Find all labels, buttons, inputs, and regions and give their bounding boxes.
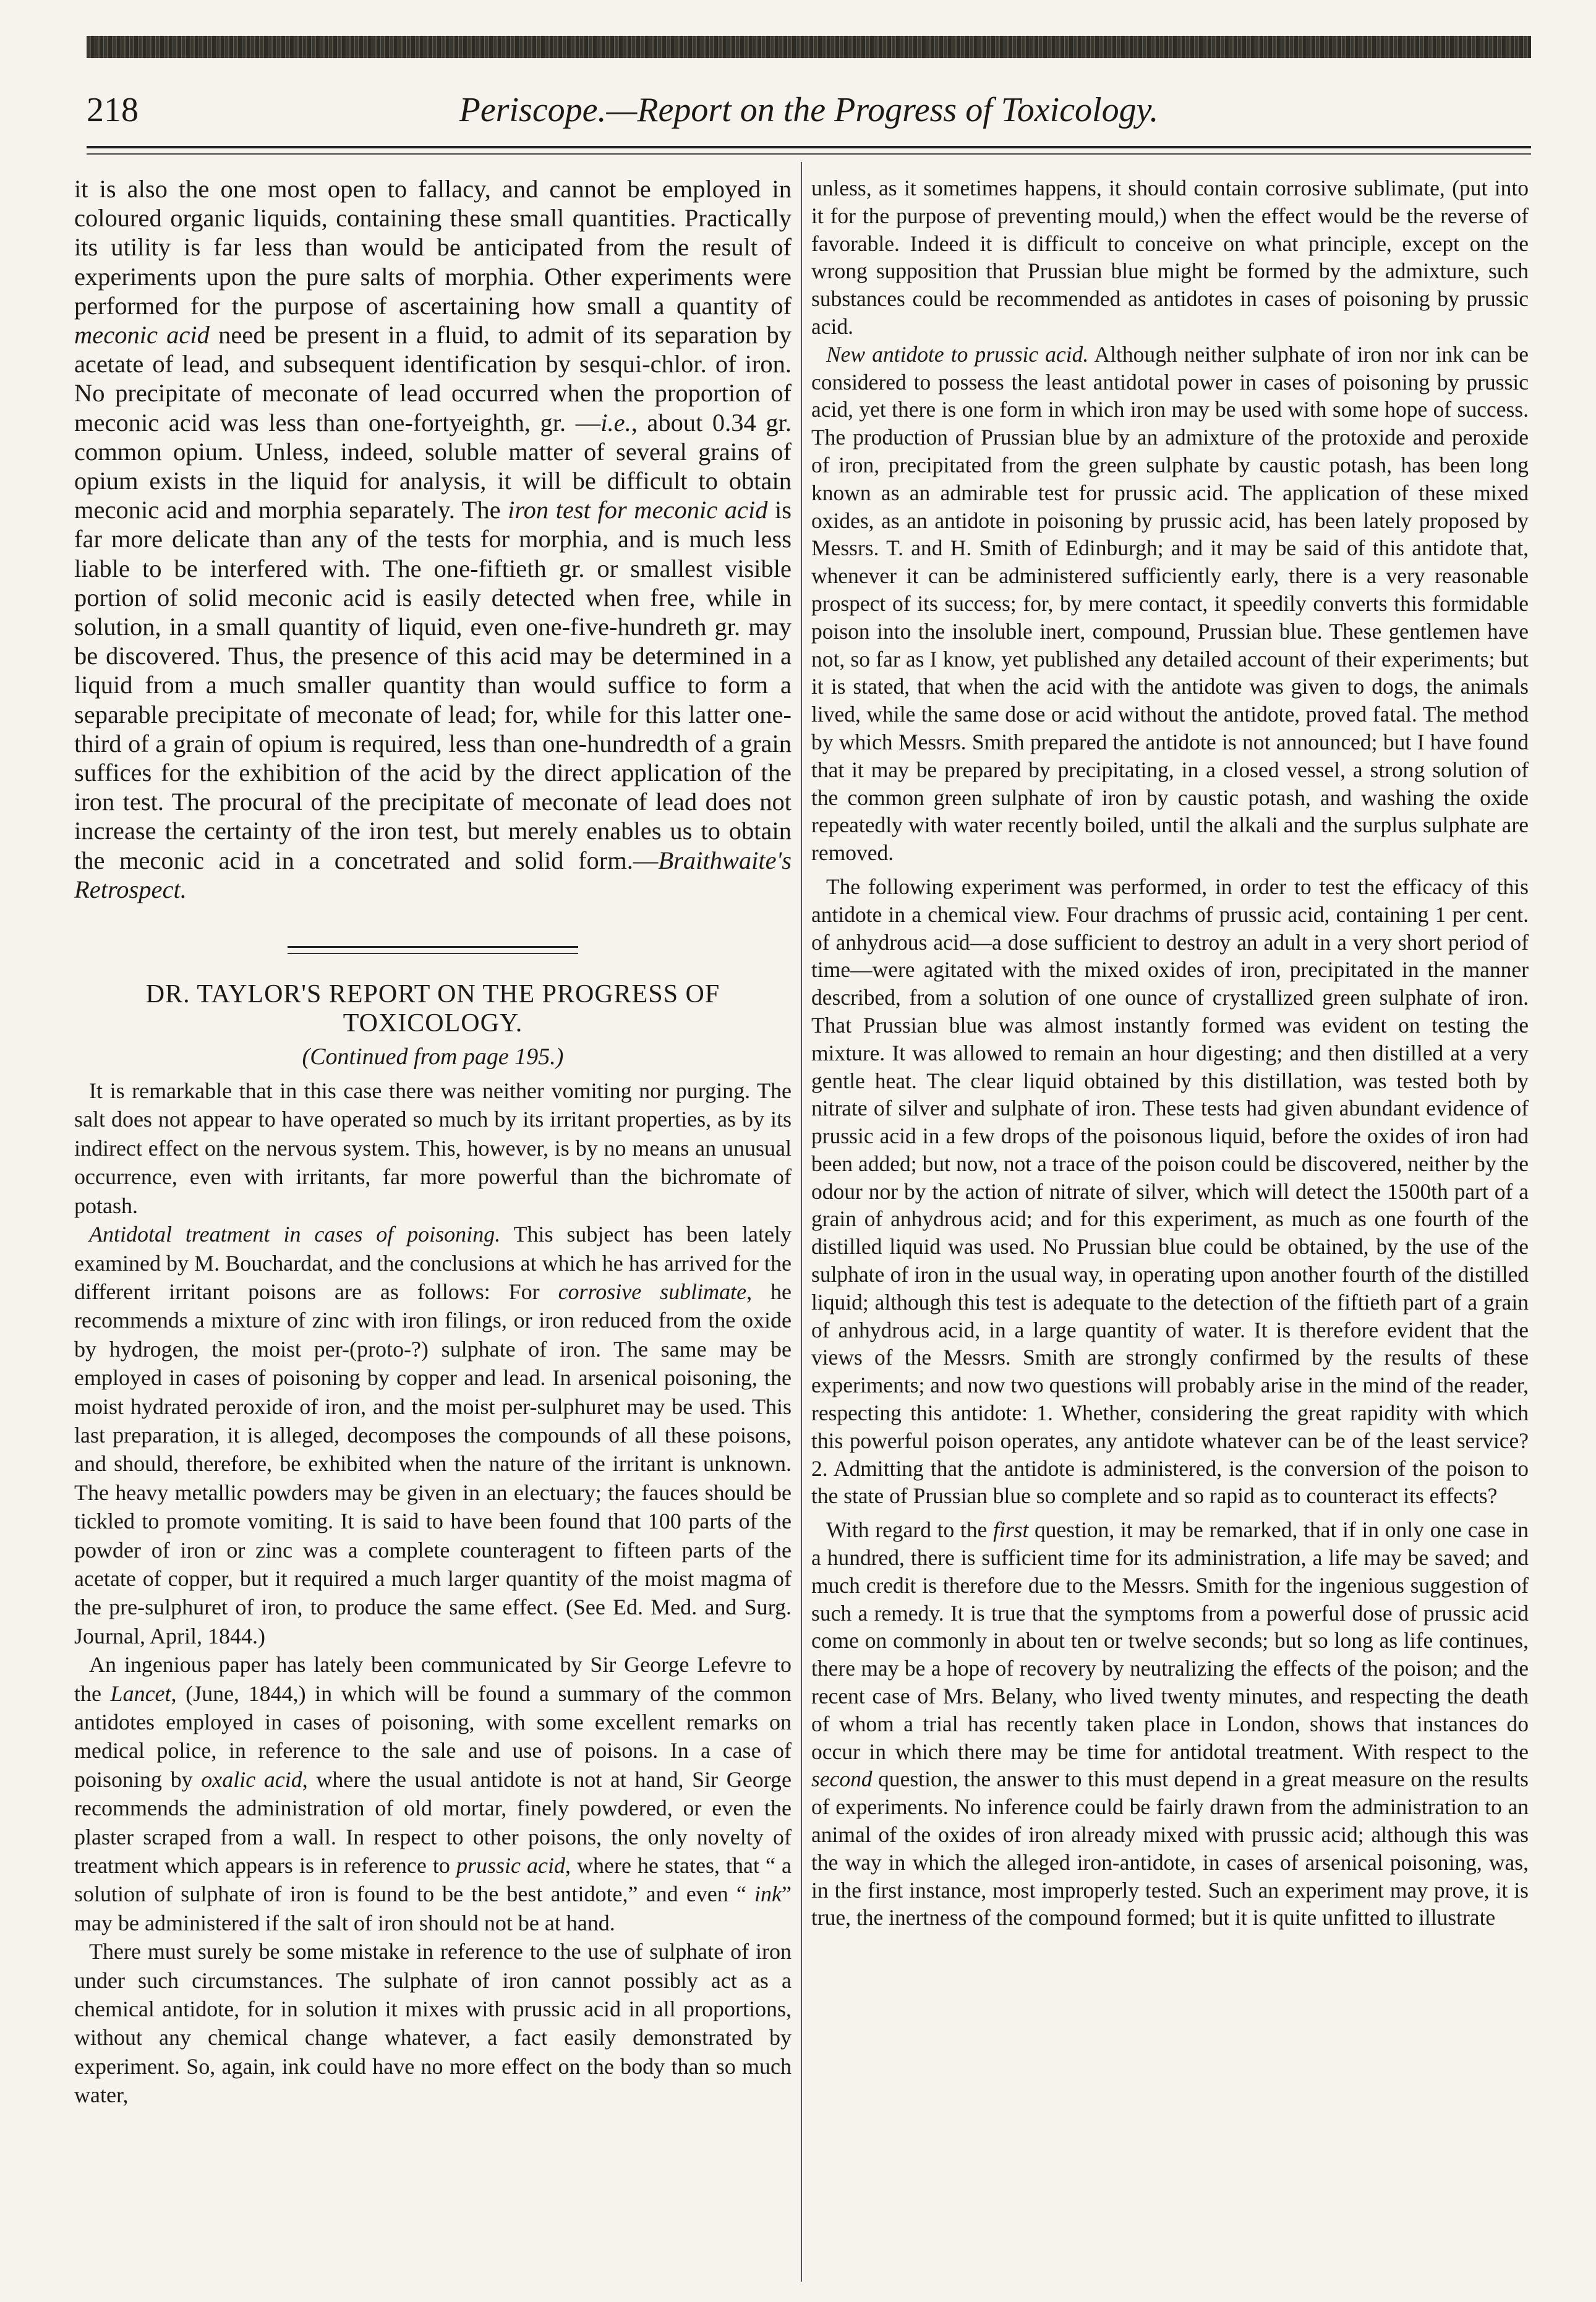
- text-run: The following experiment was performed, in order to test the efficacy of this antidote in a chemical view. Four drachms of prussic acid, containing 1 per cent. of anhydrous acid—a dose sufficient to destroy an adult in a very short period of time—were agitated with the mixed oxides of iron, precipitated in the manner described, from a solution of one ounce of crystallized green sulphate of iron. That Prussian blue was almost instantly formed was evident on testing the mixture. It was allowed to remain an hour digesting; and then distilled at a very gentle heat. The clear liquid obtained by this distillation, was tested both by nitrate of silver and sulphate of iron. These tests had given abundant evidence of prussic acid in a few drops of the poisonous liquid, before the oxides of iron had been added; but now, not a trace of the poison could be discovered, neither by the odour nor by the action of nitrate of silver, which will detect the 1500th part of a grain of anhydrous acid; and for this experiment, as much as one fourth of the distilled liquid was used. No Prussian blue could be obtained, by the use of the sulphate of iron in the usual way, in operating upon another fourth of the distilled liquid; although this test is adequate to the detection of the fiftieth part of a grain of anhydrous acid, in a large quantity of water. It is therefore evident that the views of the Messrs. Smith are strongly confirmed by the results of these experiments; and now two questions will probably arise in the mind of the reader, respecting this antidote: 1. Whether, considering the great rapidity with which this powerful poison operates, any antidote whatever can be of the least service? 2. Admitting that the antidote is administered, is the conversion of the poison to the state of Prussian blue so complete and so rapid as to counteract its effects?: [811, 874, 1529, 1509]
- text-run: There must surely be some mistake in reference to the use of sulphate of iron under such circumstances. The sulphate of iron cannot possibly act as a chemical antidote, for in solution it mixes with prussic acid in all proportions, without any chemical change whatever, a fact easily demonstrated by experiment. So, again, ink could have no more effect on the body than so much water,: [74, 1939, 792, 2108]
- text-run: This subject has been lately examined by M. Bouchardat, and the conclusions at which he has arrived for the different irritant poisons are as follows: For: [74, 1222, 792, 1304]
- paragraph: [811, 341, 1529, 867]
- text-run: , where the usual antidote is not at hand, Sir George recommends the administration of old mortar, finely powdered, or even the plaster scraped from a wall. In respect to other poisons, the only novelty of treatment which appears is in reference to: [74, 1767, 792, 1878]
- text-run: , he recommends a mixture of zinc with iron filings, or iron reduced from the oxide by hydrogen, the moist per-(proto-?) sulphate of iron. The same may be employed in cases of poisoning by copper and lead. In arsenical poisoning, the moist hydrated peroxide of iron, and the moist per-sulphuret may be used. This last preparation, it is alleged, decomposes the compounds of all these poisons, and should, therefore, be exhibited when the nature of the irritant is unknown. The heavy metallic powders may be given in an electuary; the fauces should be tickled to promote vomiting. It is said to have been found that 100 parts of the powder of iron or zinc was a complete counteragent to fifteen parts of the acetate of copper, but it required a much larger quantity of the moist magma of the pre-sulphuret of iron, to produce the same effect. (See Ed. Med. and Surg. Journal, April, 1844.): [74, 1279, 792, 1648]
- paragraph: [74, 1076, 792, 1220]
- italic-text: Lancet: [110, 1681, 171, 1706]
- paragraph: [811, 1516, 1529, 1932]
- running-title: Periscope.—Report on the Progress of Toxicology.: [459, 91, 1159, 129]
- italic-text: second: [811, 1767, 873, 1792]
- page-header: [87, 90, 1531, 140]
- italic-text: Antidotal treatment in cases of poisoning.: [89, 1222, 501, 1247]
- text-run: ” may be administered if the salt of iron should not be at hand.: [74, 1882, 792, 1935]
- italic-text: meconic acid: [74, 321, 210, 349]
- text-run: unless, as it sometimes happens, it should contain corrosive sublimate, (put into it for the purpose of preventing mould,) when the effect would be the reverse of favorable. Indeed it is difficult to conceive on what principle, except on the wrong supposition that Prussian blue might be formed by the admixture, such substances could be recommended as antidotes in cases of poisoning by prussic acid.: [811, 176, 1529, 339]
- text-run: , about 0.34 gr. common opium. Unless, indeed, soluble matter of several grains of opium exists in the liquid for analysis, it will be difficult to obtain meconic acid and morphia separately. The: [74, 408, 792, 524]
- italic-text: Braithwaite's Retrospect.: [74, 846, 792, 903]
- text-run: It is remarkable that in this case there was neither vomiting nor purging. The salt does not appear to have operated so much by its irritant properties, as by its indirect effect on the nervous system. This, however, is by no means an unusual occurrence, even with irritants, far more powerful than the bichromate of potash.: [74, 1078, 792, 1218]
- header-rule: [87, 146, 1531, 148]
- scan-top-border: [87, 36, 1531, 58]
- text-run: question, it may be remarked, that if in only one case in a hundred, there is sufficient time for its administration, a life may be saved; and much credit is therefore due to the Messrs. Smith for the ingenious suggestion of such a remedy. It is true that the symptoms from a powerful dose of prussic acid come on commonly in about ten or twelve seconds; but so long as life continues, there may be a hope of recovery by neutralizing the effects of the poison; and the recent case of Mrs. Belany, who lived twenty minutes, and respecting the death of whom a trial has recently taken place in London, shows that instances do occur in which there may be time for antidotal treatment. With respect to the: [811, 1517, 1529, 1764]
- text-run: An ingenious paper has lately been communicated by Sir George Lefevre to the: [74, 1652, 792, 1706]
- header-rule-thin: [87, 153, 1531, 155]
- paragraph: [811, 873, 1529, 1510]
- text-run: , where he states, that “ a solution of sulphate of iron is found to be the best antidote,” and even “: [74, 1853, 792, 1907]
- italic-text: New antidote to prussic acid.: [826, 341, 1089, 367]
- text-run: is far more delicate than any of the tests for morphia, and is much less liable to be interfered with. The one-fiftieth gr. or smallest visible portion of solid meconic acid is easily detected when free, while in solution, in a small quantity of liquid, even one-five-hundreth gr. may be discovered. Thus, the presence of this acid may be determined in a liquid from a much smaller quantity than would suffice to form a separable precipitate of meconate of lead; for, while for this latter one-third of a grain of opium is required, less than one-hundredth of a grain suffices for the exhibition of the acid by the direct application of the iron test. The procural of the precipitate of meconate of lead does not increase the certainty of the iron test, but merely enables us to obtain the meconic acid in a concetrated and solid form.—: [74, 496, 792, 874]
- italic-text: prussic acid: [456, 1853, 565, 1878]
- section-divider: [288, 946, 578, 948]
- paragraph: [74, 1650, 792, 1937]
- text-run: question, the answer to this must depend in a great measure on the results of experiments. No inference could be fairly drawn from the administration to an animal of the oxides of iron already mixed with prussic acid; although this was the way in which the alleged iron-antidote, in cases of arsenical poisoning, was, in the first instance, most improperly tested. Such an experiment may prove, it is true, the inertness of the compound formed; but it is quite unfitted to illustrate: [811, 1767, 1529, 1930]
- section-heading: DR. TAYLOR'S REPORT ON THE PROGRESS OF TOXICOLOGY.: [145, 980, 720, 1038]
- italic-text: iron test for meconic acid: [508, 496, 768, 524]
- text-run: , (June, 1844,) in which will be found a summary of the common antidotes employed in cases of poisoning, with some excellent remarks on medical police, in reference to the sale and use of poisons. In a case of poisoning by: [74, 1681, 792, 1792]
- continued-note: (Continued from page 195.): [302, 1044, 564, 1070]
- text-run: With regard to the: [826, 1517, 994, 1543]
- right-column: [811, 174, 1529, 1932]
- italic-text: oxalic acid: [201, 1767, 302, 1792]
- paragraph: [74, 1937, 792, 2109]
- text-run: need be present in a fluid, to admit of its separation by acetate of lead, and subsequent identification by sesqui-chlor. of iron. No precipitate of meconate of lead occurred when the proportion of meconic acid was less than one-fortyeighth, gr. —: [74, 321, 792, 437]
- page-number: 218: [87, 91, 139, 129]
- italic-text: i.e.: [600, 408, 631, 437]
- left-column: [74, 174, 792, 2110]
- paragraph: [811, 174, 1529, 341]
- paragraph: [74, 174, 792, 904]
- column-divider: [801, 162, 802, 2282]
- paragraph: [74, 1220, 792, 1650]
- italic-text: ink: [754, 1882, 782, 1907]
- section-divider-thin: [288, 953, 578, 954]
- text-run: it is also the one most open to fallacy, and cannot be employed in coloured organic liquids, containing these small quantities. Practically its utility is far less than would be anticipated from the result of experiments upon the pure salts of morphia. Other experiments were performed for the purpose of ascertaining how small a quantity of: [74, 175, 792, 320]
- text-run: Although neither sulphate of iron nor ink can be considered to possess the least antidotal power in cases of poisoning by prussic acid, yet there is one form in which iron may be used with some hope of success. The production of Prussian blue by an admixture of the protoxide and peroxide of iron, precipitated from the green sulphate by caustic potash, has been long known as an admirable test for prussic acid. The application of these mixed oxides, as an antidote in poisoning by prussic acid, has been lately proposed by Messrs. T. and H. Smith of Edinburgh; and it may be said of this antidote that, whenever it can be administered sufficiently early, there is a very reasonable prospect of its success; for, by mere contact, it speedily converts this formidable poison into the insoluble inert, compound, Prussian blue. These gentlemen have not, so far as I know, yet published any detailed account of their experiments; but it is stated, that when the acid with the antidote was given to dogs, the animals lived, while the same dose or acid without the antidote, proved fatal. The method by which Messrs. Smith prepared the antidote is not announced; but I have found that it may be prepared by precipitating, in a closed vessel, a strong solution of the common green sulphate of iron by caustic potash, and washing the oxide repeatedly with water recently boiled, until the alkali and the surplus sulphate are removed.: [811, 341, 1529, 866]
- italic-text: corrosive sublimate: [558, 1279, 747, 1304]
- italic-text: first: [993, 1517, 1029, 1543]
